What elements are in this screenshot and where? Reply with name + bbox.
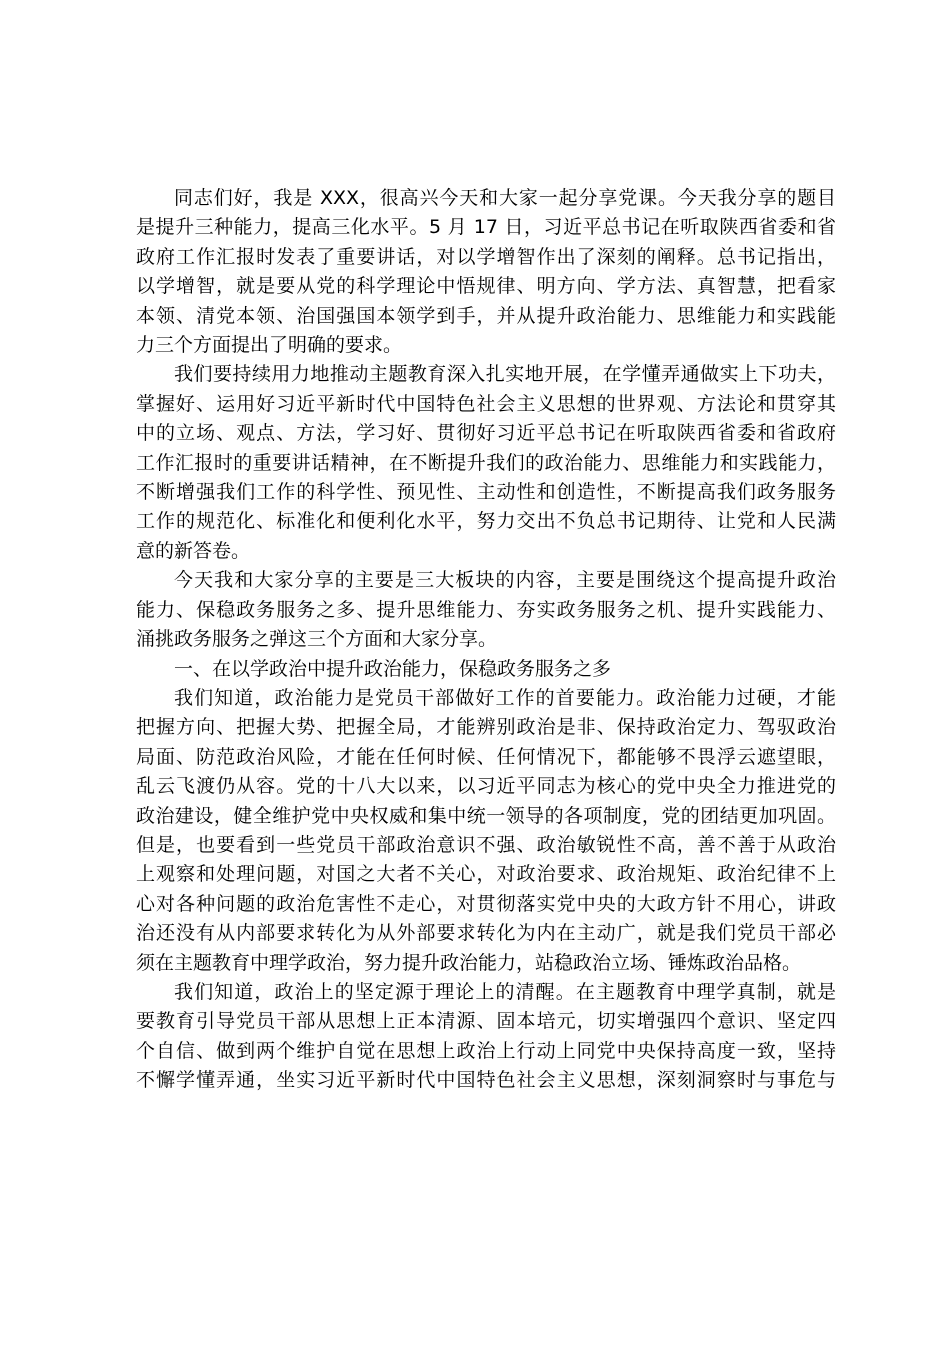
- paragraph-line: 今天我和大家分享的主要是三大板块的内容，主要是围绕这个提高提升政治: [174, 569, 836, 592]
- paragraph-line: 我们要持续用力地推动主题教育深入扎实地开展，在学懂弄通做实上下功夫，: [174, 363, 836, 386]
- paragraph-line: 上观察和处理问题，对国之大者不关心，对政治要求、政治规矩、政治纪律不上: [136, 863, 836, 886]
- paragraph-line: 我们知道，政治能力是党员干部做好工作的首要能力。政治能力过硬，才能: [174, 686, 836, 709]
- paragraph-line: 以学增智，就是要从党的科学理论中悟规律、明方向、学方法、真智慧，把看家: [136, 275, 836, 298]
- paragraph-line: 工作汇报时的重要讲话精神，在不断提升我们的政治能力、思维能力和实践能力，: [136, 451, 836, 474]
- paragraph-line: 把握方向、把握大势、把握全局，才能辨别政治是非、保持政治定力、驾驭政治: [136, 716, 836, 739]
- paragraph-line: 是提升三种能力，提高三化水平。5 月 17 日，习近平总书记在听取陕西省委和省: [136, 216, 836, 239]
- paragraph-line: 但是，也要看到一些党员干部政治意识不强、政治敏锐性不高，善不善于从政治: [136, 833, 836, 856]
- paragraph-line: 同志们好，我是 XXX，很高兴今天和大家一起分享党课。今天我分享的题目: [174, 187, 836, 209]
- paragraph-line: 本领、清党本领、治国强国本领学到手，并从提升政治能力、思维能力和实践能: [136, 304, 836, 327]
- paragraph-line: 不懈学懂弄通，坐实习近平新时代中国特色社会主义思想，深刻洞察时与事危与: [136, 1069, 836, 1092]
- paragraph-line: 我们知道，政治上的坚定源于理论上的清醒。在主题教育中理学真制，就是: [174, 980, 836, 1003]
- paragraph-line: 意的新答卷。: [136, 539, 251, 562]
- section-heading-text: 一、在以学政治中提升政治能力，保稳政务服务之多: [174, 657, 612, 680]
- paragraph-line: 要教育引导党员干部从思想上正本清源、固本培元，切实增强四个意识、坚定四: [136, 1010, 836, 1033]
- paragraph-line: 不断增强我们工作的科学性、预见性、主动性和创造性，不断提高我们政务服务: [136, 481, 836, 504]
- paragraph-line: 政治建设，健全维护党中央权威和集中统一领导的各项制度，党的团结更加巩固。: [136, 804, 836, 827]
- paragraph-line: 治还没有从内部要求转化为从外部要求转化为内在主动广，就是我们党员干部必: [136, 922, 836, 945]
- paragraph-line: 工作的规范化、标准化和便利化水平，努力交出不负总书记期待、让党和人民满: [136, 510, 836, 533]
- paragraph-line: 政府工作汇报时发表了重要讲话，对以学增智作出了深刻的阐释。总书记指出，: [136, 245, 836, 268]
- paragraph-line: 须在主题教育中理学政治，努力提升政治能力，站稳政治立场、锤炼政治品格。: [136, 951, 802, 974]
- paragraph-1: [136, 184, 836, 360]
- document-body: [136, 184, 836, 1096]
- paragraph-6: [136, 978, 836, 1096]
- paragraph-line: 个自信、做到两个维护自觉在思想上政治上行动上同党中央保持高度一致，坚持: [136, 1039, 836, 1062]
- paragraph-2: [136, 360, 836, 566]
- paragraph-3: [136, 566, 836, 654]
- paragraph-5: [136, 684, 836, 978]
- paragraph-line: 能力、保稳政务服务之多、提升思维能力、夯实政务服务之机、提升实践能力、: [136, 598, 836, 621]
- section-heading: [136, 655, 836, 684]
- paragraph-line: 局面、防范政治风险，才能在任何时候、任何情况下，都能够不畏浮云遮望眼，: [136, 745, 836, 768]
- paragraph-line: 心对各种问题的政治危害性不走心，对贯彻落实党中央的大政方针不用心，讲政: [136, 892, 836, 915]
- paragraph-line: 乱云飞渡仍从容。党的十八大以来，以习近平同志为核心的党中央全力推进党的: [136, 775, 836, 798]
- paragraph-line: 涌挑政务服务之弹这三个方面和大家分享。: [136, 628, 498, 651]
- paragraph-line: 掌握好、运用好习近平新时代中国特色社会主义思想的世界观、方法论和贯穿其: [136, 392, 836, 415]
- paragraph-line: 中的立场、观点、方法，学习好、贯彻好习近平总书记在听取陕西省委和省政府: [136, 422, 836, 445]
- paragraph-line: 力三个方面提出了明确的要求。: [136, 334, 403, 357]
